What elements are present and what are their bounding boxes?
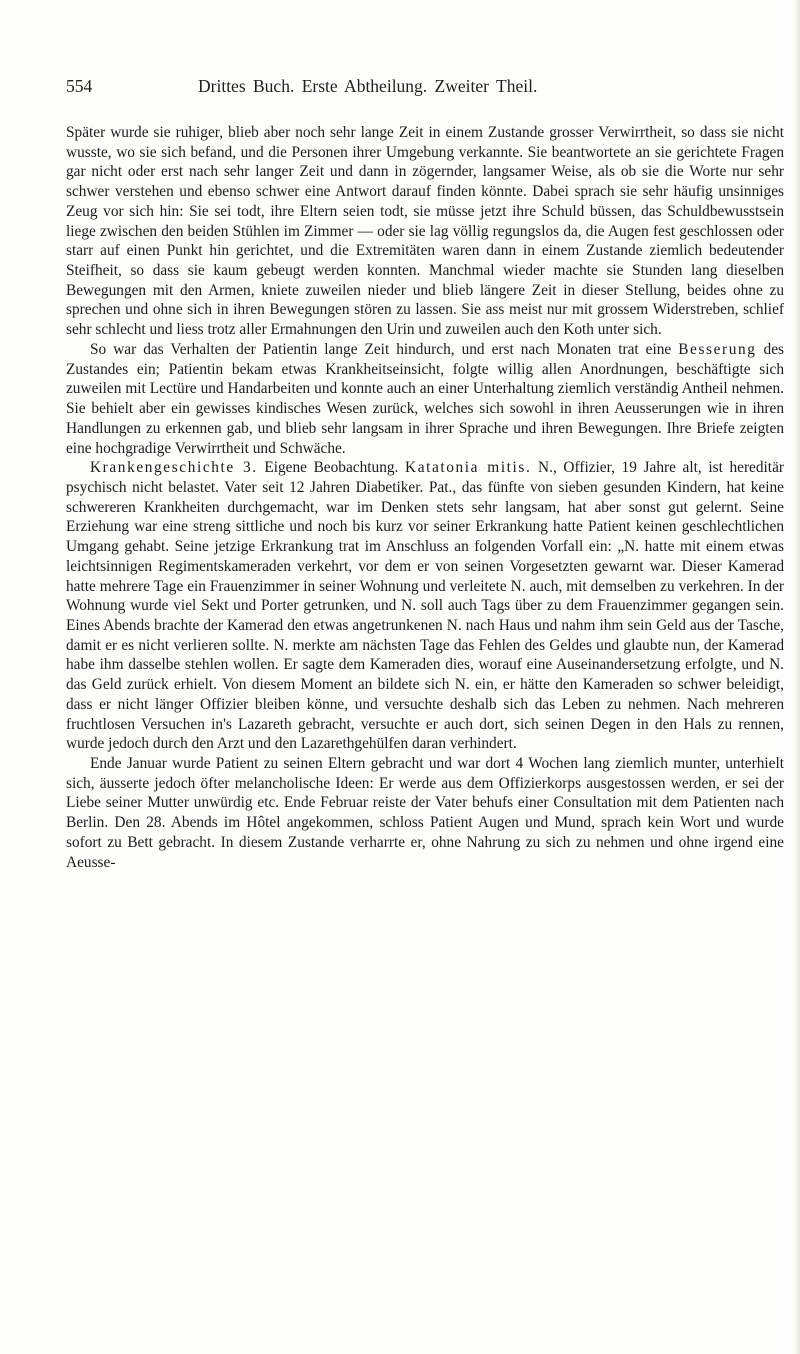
page-number: 554 (66, 76, 93, 96)
diagnosis-label: Katatonia mitis. (405, 459, 532, 477)
case-history-heading: Krankengeschichte 3. (90, 459, 258, 477)
running-header (66, 76, 786, 100)
paragraph-3-text-b: N., Offizier, 19 Jahre alt, ist hereditär psychisch nicht belastet. Vater seit 12 Jahren Diabetiker. Pat., das fünfte von sieben gesunden Kindern, hat keine schwereren Krankheiten durchgemacht, war im Denken stets sehr langsam, hat aber sonst gut gelernt. Seine Erziehung war eine streng sittliche und noch bis kurz vor seiner Erkrankung hatte Patient keinen geschlechtlichen Umgang gehabt. Seine jetzige Erkrankung trat im Anschluss an folgenden Vorfall ein: „N. hatte mit einem etwas leichtsinnigen Regimentskameraden verkehrt, vor dem er von seinen Vorgesetzten gewarnt war. Dieser Kamerad hatte mehrere Tage ein Frauenzimmer in seiner Wohnung und verleitete N. auch, mit demselben zu verkehren. In der Wohnung wurde viel Sekt und Porter getrunken, und N. soll auch Tags über zu dem Frauenzimmer gegangen sein. Eines Abends brachte der Kamerad den etwas angetrunkenen N. nach Haus und nahm ihm sein Geld aus der Tasche, damit er es nicht verlieren sollte. N. merkte am nächsten Tage das Fehlen des Geldes und glaubte nun, der Kamerad habe ihm dasselbe stehlen wollen. Er sagte dem Kameraden dies, worauf eine Auseinandersetzung erfolgte, und N. das Geld zurück erhielt. Von diesem Moment an bildete sich N. ein, er hätte den Kameraden so schwer beleidigt, dass er nicht länger Offizier bleiben könne, und versuchte deshalb sich das Leben zu nehmen. Nach mehreren fruchtlosen Versuchen in's Lazareth gebracht, versuchte er auch dort, sich seinen Degen in den Hals zu rennen, wurde jedoch durch den Arzt und den Lazarethgehülfen daran verhindert. (66, 459, 784, 753)
emphasis-besserung: Besserung (678, 340, 757, 358)
paragraph-3 (66, 458, 784, 754)
page-edge-shadow (794, 0, 800, 1354)
paragraph-4: Ende Januar wurde Patient zu seinen Eltern gebracht und war dort 4 Wochen lang ziemlich munter, unterhielt sich, äusserte jedoch öfter melancholische Ideen: Er werde aus dem Offizierkorps ausgestossen werden, er sei der Liebe seiner Mutter unwürdig etc. Ende Februar reiste der Vater behufs einer Consultation mit dem Patienten nach Berlin. Den 28. Abends im Hôtel angekommen, schloss Patient Augen und Mund, sprach kein Wort und wurde sofort zu Bett gebracht. In diesem Zustande verharrte er, ohne Nahrung zu sich zu nehmen und ohne irgend eine Aeusse- (66, 755, 784, 871)
running-title: Drittes Buch. Erste Abtheilung. Zweiter Theil. (198, 76, 538, 96)
paragraph-2-text-a: So war das Verhalten der Patientin lange Zeit hindurch, und erst nach Monaten trat eine (90, 340, 679, 358)
body-text (66, 123, 784, 872)
paragraph-1: Später wurde sie ruhiger, blieb aber noch sehr lange Zeit in einem Zustande grosser Verwirrtheit, so dass sie nicht wusste, wo sie sich befand, und die Personen ihrer Umgebung verkannte. Sie beantwortete an sie gerichtete Fragen gar nicht oder erst nach sehr langer Zeit und dann in zögernder, langsamer Weise, als ob sie die Worte nur sehr schwer verstehen und ebenso schwer eine Antwort darauf finden könnte. Dabei sprach sie sehr häufig unsinniges Zeug vor sich hin: Sie sei todt, ihre Eltern seien todt, sie müsse jetzt ihre Schuld büssen, das Schuldbewusstsein liege zwischen den beiden Stühlen im Zimmer — oder sie lag völlig regungslos da, die Augen fest geschlossen oder starr auf einen Punkt hin gerichtet, und die Extremitäten waren dann in einem Zustande ziemlich bedeutender Steifheit, so dass sie kaum gebeugt werden konnten. Manchmal wieder machte sie Stunden lang dieselben Bewegungen mit den Armen, kniete zuweilen nieder und blieb längere Zeit in dieser Stellung, beides ohne zu sprechen und ohne sich in ihren Bewegungen stören zu lassen. Sie ass meist nur mit grossem Widerstreben, schlief sehr schlecht und liess trotz aller Ermahnungen den Urin und zuweilen auch den Koth unter sich. (66, 124, 784, 339)
paragraph-2 (66, 340, 784, 458)
paragraph-3-text-a: Eigene Beobachtung. (257, 459, 406, 477)
paragraph-2-text-b: des Zustandes ein; Patientin bekam etwas Krankheitseinsicht, folgte willig allen Anordnungen, beschäftigte sich zuweilen mit Lectüre und Handarbeiten und konnte auch an einer Unterhaltung ziemlich verständig Antheil nehmen. Sie behielt aber ein gewisses kindisches Wesen zurück, welches sich sowohl in ihren Aeusserungen wie in ihren Handlungen zu erkennen gab, und blieb sehr langsam in ihrer Sprache und ihren Bewegungen. Ihre Briefe zeigten eine hochgradige Verwirrtheit und Schwäche. (66, 340, 784, 457)
